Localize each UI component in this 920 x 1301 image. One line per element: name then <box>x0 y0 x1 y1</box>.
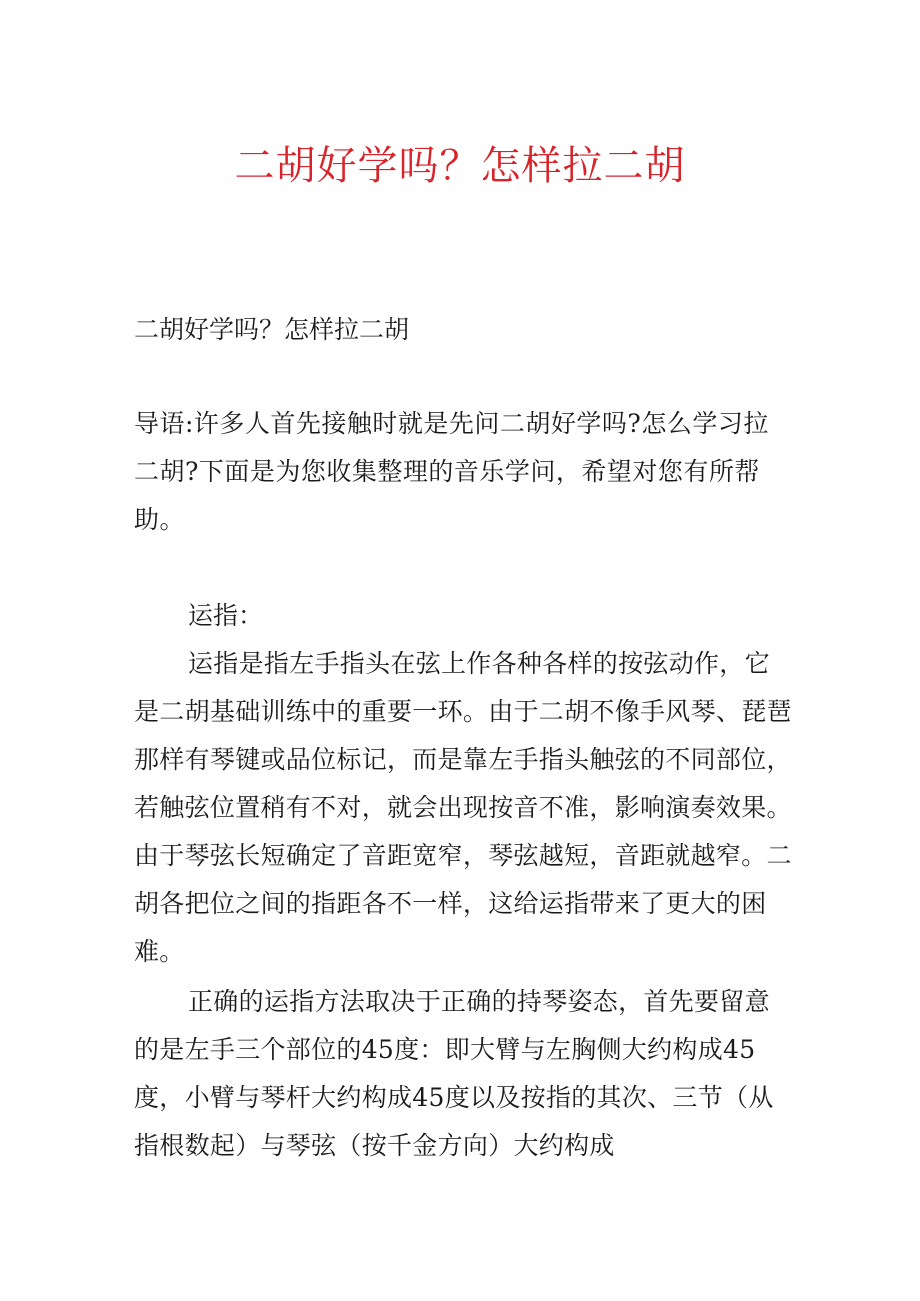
body-paragraph-1: 运指是指左手指头在弦上作各种各样的按弦动作，它是二胡基础训练中的重要一环。由于二胡不像手风琴、琵琶那样有琴键或品位标记，而是靠左手指头触弦的不同部位，若触弦位置稍有不对，就会出现按音不准，影响演奏效果。由于琴弦长短确定了音距宽窄，琴弦越短，音距就越窄。二胡各把位之间的指距各不一样，这给运指带来了更大的困难。 <box>134 649 792 966</box>
intro-paragraph: 导语:许多人首先接触时就是先问二胡好学吗?怎么学习拉二胡?下面是为您收集整理的音乐学问，希望对您有所帮助。 <box>134 409 769 534</box>
section-heading: 运指： <box>188 601 264 630</box>
document-subtitle: 二胡好学吗？怎样拉二胡 <box>134 315 410 344</box>
body-paragraph-2: 正确的运指方法取决于正确的持琴姿态，首先要留意的是左手三个部位的45度：即大臂与左胸侧大约构成45度，小臂与琴杆大约构成45度以及按指的其次、三节（从指根数起）与琴弦（按千金方向）大约构成 <box>134 987 774 1160</box>
document-title: 二胡好学吗？怎样拉二胡 <box>234 143 686 189</box>
